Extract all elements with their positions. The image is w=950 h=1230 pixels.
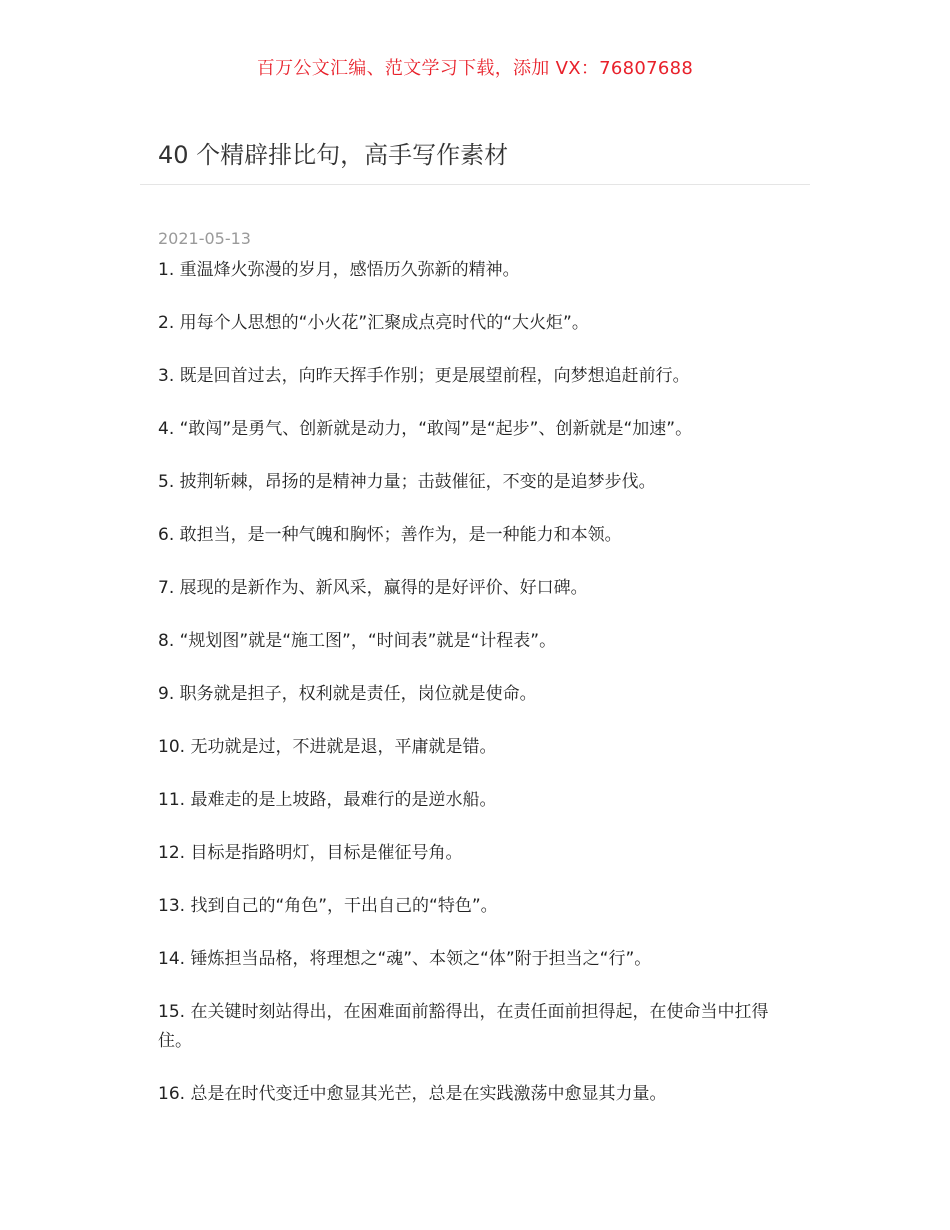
- list-item: 14. 锤炼担当品格，将理想之“魂”、本领之“体”附于担当之“行”。: [158, 949, 652, 969]
- list-item: 8. “规划图”就是“施工图”，“时间表”就是“计程表”。: [158, 631, 557, 651]
- list-item: 7. 展现的是新作为、新风采，赢得的是好评价、好口碑。: [158, 578, 588, 598]
- list-item: 5. 披荆斩棘，昂扬的是精神力量；击鼓催征，不变的是追梦步伐。: [158, 472, 656, 492]
- list-item: 16. 总是在时代变迁中愈显其光芒，总是在实践激荡中愈显其力量。: [158, 1084, 667, 1104]
- list-item: 11. 最难走的是上坡路，最难行的是逆水船。: [158, 790, 497, 810]
- list-item: 1. 重温烽火弥漫的岁月，感悟历久弥新的精神。: [158, 260, 520, 280]
- publish-date: 2021-05-13: [158, 229, 251, 248]
- title-divider: [140, 184, 810, 185]
- sentence-list: [158, 256, 798, 1133]
- list-item: 13. 找到自己的“角色”，干出自己的“特色”。: [158, 896, 498, 916]
- list-item: 2. 用每个人思想的“小火花”汇聚成点亮时代的“大火炬”。: [158, 313, 589, 333]
- list-item: 10. 无功就是过，不进就是退，平庸就是错。: [158, 737, 497, 757]
- promo-banner: 百万公文汇编、范文学习下载，添加 VX：76807688: [256, 58, 694, 79]
- list-item: 4. “敢闯”是勇气、创新就是动力，“敢闯”是“起步”、创新就是“加速”。: [158, 419, 693, 439]
- list-item: 6. 敢担当，是一种气魄和胸怀；善作为，是一种能力和本领。: [158, 525, 622, 545]
- list-item: 3. 既是回首过去，向昨天挥手作别；更是展望前程，向梦想追赶前行。: [158, 366, 690, 386]
- list-item: 15. 在关键时刻站得出，在困难面前豁得出，在责任面前担得起，在使命当中扛得住。: [158, 1002, 769, 1051]
- list-item: 9. 职务就是担子，权利就是责任，岗位就是使命。: [158, 684, 537, 704]
- list-item: 12. 目标是指路明灯，目标是催征号角。: [158, 843, 463, 863]
- article-title: 40 个精辟排比句，高手写作素材: [158, 141, 509, 169]
